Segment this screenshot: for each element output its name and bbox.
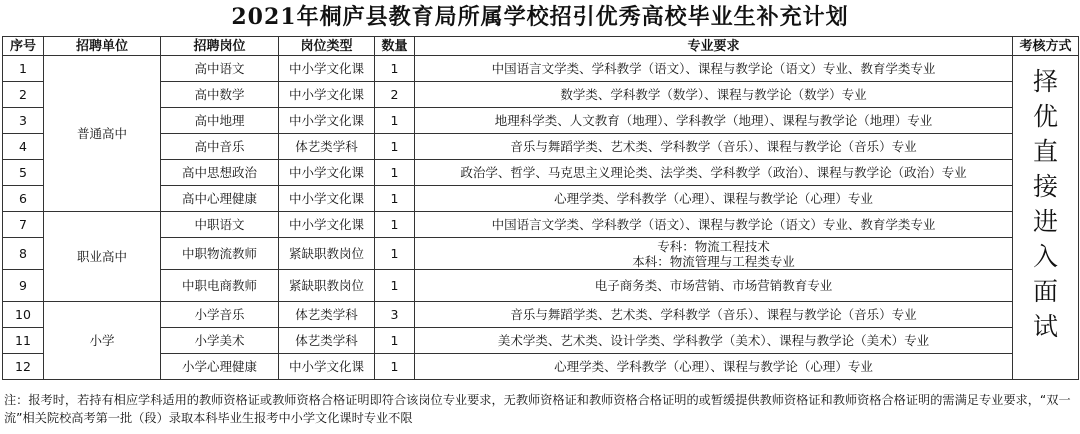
row-seq: 4	[3, 134, 44, 160]
row-type: 中小学文化课	[279, 82, 375, 108]
footnote: 注：报考时，若持有相应学科适用的教师资格证或教师资格合格证明即符合该岗位专业要求，无教师资格证和教师资格合格证明的或暂缓提供教师资格证和教师资格合格证明的需满足专业要求，“双一流”相关院校高考第一批（段）录取本科毕业生报考中小学文化课时专业不限	[4, 393, 1071, 425]
row-position: 小学音乐	[161, 302, 279, 328]
row-type: 中小学文化课	[279, 56, 375, 82]
table-row	[3, 212, 1079, 238]
exam-char: 直	[1032, 137, 1058, 166]
exam-char: 入	[1032, 242, 1058, 271]
table-row	[3, 134, 1079, 160]
table-header-row	[3, 37, 1079, 56]
row-major: 心理学类、学科教学（心理）、课程与教学论（心理）专业	[415, 354, 1013, 380]
row-type: 紧缺职教岗位	[279, 270, 375, 302]
row-major: 中国语言文学类、学科教学（语文）、课程与教学论（语文）专业、教育学类专业	[415, 212, 1013, 238]
row-position: 高中语文	[161, 56, 279, 82]
row-major	[415, 238, 1013, 270]
row-count: 1	[375, 160, 415, 186]
row-type: 中小学文化课	[279, 108, 375, 134]
unit-cell: 小学	[44, 302, 161, 380]
header-position: 招聘岗位	[161, 37, 279, 56]
row-type: 中小学文化课	[279, 160, 375, 186]
row-major: 政治学、哲学、马克思主义理论类、法学类、学科教学（政治）、课程与教学论（政治）专业	[415, 160, 1013, 186]
row-seq: 10	[3, 302, 44, 328]
exam-method-cell	[1013, 56, 1079, 380]
row-major: 数学类、学科教学（数学）、课程与教学论（数学）专业	[415, 82, 1013, 108]
major-line: 本科：物流管理与工程类专业	[632, 253, 795, 269]
table-row	[3, 238, 1079, 270]
row-seq: 12	[3, 354, 44, 380]
unit-cell: 普通高中	[44, 56, 161, 212]
row-position: 高中心理健康	[161, 186, 279, 212]
exam-char: 接	[1032, 172, 1058, 201]
table-row	[3, 108, 1079, 134]
row-major: 心理学类、学科教学（心理）、课程与教学论（心理）专业	[415, 186, 1013, 212]
row-count: 1	[375, 56, 415, 82]
row-count: 1	[375, 270, 415, 302]
row-major: 音乐与舞蹈学类、艺术类、学科教学（音乐）、课程与教学论（音乐）专业	[415, 302, 1013, 328]
row-position: 高中音乐	[161, 134, 279, 160]
exam-char: 试	[1032, 312, 1058, 341]
exam-char: 优	[1032, 102, 1058, 131]
row-count: 1	[375, 328, 415, 354]
row-count: 1	[375, 238, 415, 270]
table-row	[3, 56, 1079, 82]
row-type: 体艺类学科	[279, 134, 375, 160]
row-count: 2	[375, 82, 415, 108]
exam-char: 面	[1032, 277, 1058, 306]
row-count: 3	[375, 302, 415, 328]
exam-char: 择	[1032, 67, 1058, 96]
table-row	[3, 82, 1079, 108]
row-count: 1	[375, 134, 415, 160]
row-seq: 8	[3, 238, 44, 270]
row-position: 中职物流教师	[161, 238, 279, 270]
table-row	[3, 354, 1079, 380]
row-position: 中职电商教师	[161, 270, 279, 302]
unit-cell: 职业高中	[44, 212, 161, 302]
recruitment-table	[2, 36, 1079, 380]
row-type: 紧缺职教岗位	[279, 238, 375, 270]
row-position: 中职语文	[161, 212, 279, 238]
row-seq: 6	[3, 186, 44, 212]
row-seq: 2	[3, 82, 44, 108]
row-major: 美术学类、艺术类、设计学类、学科教学（美术）、课程与教学论（美术）专业	[415, 328, 1013, 354]
table-row	[3, 328, 1079, 354]
row-seq: 9	[3, 270, 44, 302]
row-count: 1	[375, 212, 415, 238]
header-exam: 考核方式	[1013, 37, 1079, 56]
major-line: 专科：物流工程技术	[657, 238, 770, 254]
row-seq: 3	[3, 108, 44, 134]
header-unit: 招聘单位	[44, 37, 161, 56]
row-type: 中小学文化课	[279, 354, 375, 380]
row-major: 中国语言文学类、学科教学（语文）、课程与教学论（语文）专业、教育学类专业	[415, 56, 1013, 82]
row-position: 高中地理	[161, 108, 279, 134]
row-type: 体艺类学科	[279, 302, 375, 328]
header-type: 岗位类型	[279, 37, 375, 56]
header-count: 数量	[375, 37, 415, 56]
table-row	[3, 270, 1079, 302]
row-position: 小学美术	[161, 328, 279, 354]
row-major: 音乐与舞蹈学类、艺术类、学科教学（音乐）、课程与教学论（音乐）专业	[415, 134, 1013, 160]
row-position: 高中数学	[161, 82, 279, 108]
row-seq: 1	[3, 56, 44, 82]
row-seq: 7	[3, 212, 44, 238]
row-position: 高中思想政治	[161, 160, 279, 186]
row-type: 中小学文化课	[279, 212, 375, 238]
row-seq: 5	[3, 160, 44, 186]
row-count: 1	[375, 186, 415, 212]
row-position: 小学心理健康	[161, 354, 279, 380]
row-count: 1	[375, 108, 415, 134]
exam-char: 进	[1032, 207, 1058, 236]
row-major: 地理科学类、人文教育（地理）、学科教学（地理）、课程与教学论（地理）专业	[415, 108, 1013, 134]
header-seq: 序号	[3, 37, 44, 56]
row-type: 体艺类学科	[279, 328, 375, 354]
row-type: 中小学文化课	[279, 186, 375, 212]
table-row	[3, 160, 1079, 186]
page-title: 2021年桐庐县教育局所属学校招引优秀高校毕业生补充计划	[231, 4, 849, 30]
row-count: 1	[375, 354, 415, 380]
row-seq: 11	[3, 328, 44, 354]
table-row	[3, 186, 1079, 212]
table-row	[3, 302, 1079, 328]
row-major: 电子商务类、市场营销、市场营销教育专业	[415, 270, 1013, 302]
header-major: 专业要求	[415, 37, 1013, 56]
